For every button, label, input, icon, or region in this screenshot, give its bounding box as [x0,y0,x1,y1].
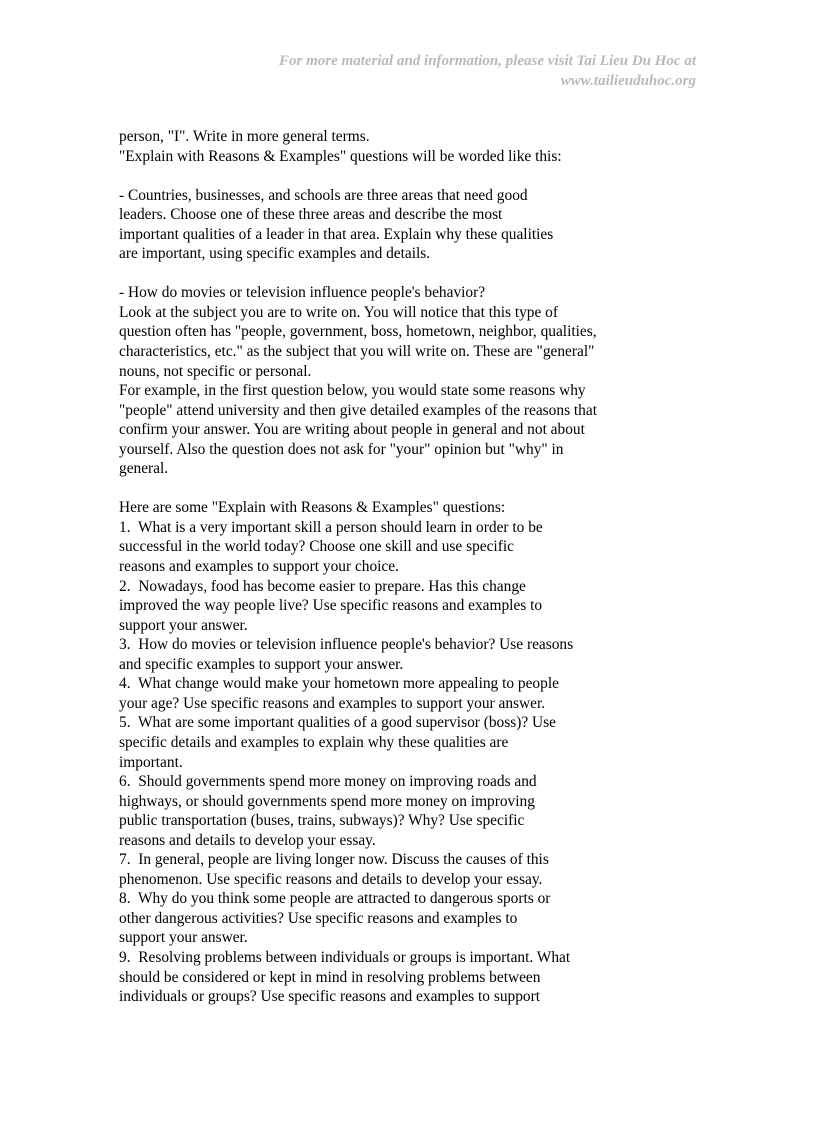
text-line: yourself. Also the question does not ask for "your" opinion but "why" in [119,440,564,458]
text-line: 2. Nowadays, food has become easier to prepare. Has this change [119,577,526,595]
paragraph-gap [119,166,639,186]
text-line: phenomenon. Use specific reasons and details to develop your essay. [119,870,543,888]
text-line: person, "I". Write in more general terms. [119,128,370,145]
text-line: - Countries, businesses, and schools are three areas that need good [119,186,528,204]
text-line: 8. Why do you think some people are attracted to dangerous sports or [119,890,551,908]
text-line: "Explain with Reasons & Examples" questions will be worded like this: [119,147,562,165]
text-line: nouns, not specific or personal. [119,362,312,380]
text-line: general. [119,460,169,478]
text-line: 3. How do movies or television influence people's behavior? Use reasons [119,636,574,654]
text-line: 7. In general, people are living longer now. Discuss the causes of this [119,851,549,869]
text-line: support your answer. [119,616,248,634]
text-line: leaders. Choose one of these three areas and describe the most [119,206,503,224]
paragraph-gap [119,479,639,499]
text-line: are important, using specific examples and details. [119,245,431,263]
text-line: specific details and examples to explain why these qualities are [119,733,509,751]
text-line: 9. Resolving problems between individuals or groups is important. What [119,948,571,966]
text-line: reasons and examples to support your choice. [119,558,399,576]
text-line: your age? Use specific reasons and examples to support your answer. [119,694,546,712]
page-header-watermark [279,51,696,91]
text-line: 1. What is a very important skill a person should learn in order to be [119,518,543,536]
text-line: "people" attend university and then give detailed examples of the reasons that [119,401,597,419]
text-line: should be considered or kept in mind in resolving problems between [119,968,541,986]
text-line: successful in the world today? Choose one skill and use specific [119,538,514,556]
text-line: characteristics, etc." as the subject that you will write on. These are "general" [119,343,595,361]
explanation-paragraph [119,283,639,478]
text-line: question often has "people, government, boss, hometown, neighbor, qualities, [119,323,597,341]
text-line: - How do movies or television influence people's behavior? [119,284,486,302]
text-line: public transportation (buses, trains, subways)? Why? Use specific [119,812,525,830]
document-body [119,127,639,1007]
paragraph-gap [119,264,639,284]
intro-paragraph [119,127,639,166]
questions-list [119,498,639,1006]
text-line: 5. What are some important qualities of a good supervisor (boss)? Use [119,714,556,732]
text-line: reasons and details to develop your essay. [119,831,376,849]
header-line-2: www.tailieuduhoc.org [560,73,696,89]
text-line: important. [119,753,183,771]
text-line: individuals or groups? Use specific reasons and examples to support [119,988,541,1006]
example-question-1 [119,186,639,264]
text-line: other dangerous activities? Use specific reasons and examples to [119,909,518,927]
text-line: and specific examples to support your answer. [119,655,404,673]
header-line-1: For more material and information, please visit Tai Lieu Du Hoc at [279,53,696,69]
text-line: support your answer. [119,929,248,947]
text-line: 4. What change would make your hometown more appealing to people [119,675,559,693]
text-line: improved the way people live? Use specific reasons and examples to [119,597,543,615]
text-line: highways, or should governments spend more money on improving [119,792,535,810]
text-line: For example, in the first question below, you would state some reasons why [119,382,586,400]
questions-heading: Here are some "Explain with Reasons & Examples" questions: [119,499,506,517]
text-line: important qualities of a leader in that area. Explain why these qualities [119,225,554,243]
text-line: 6. Should governments spend more money on improving roads and [119,773,537,791]
text-line: Look at the subject you are to write on. You will notice that this type of [119,303,558,321]
text-line: confirm your answer. You are writing about people in general and not about [119,421,585,439]
